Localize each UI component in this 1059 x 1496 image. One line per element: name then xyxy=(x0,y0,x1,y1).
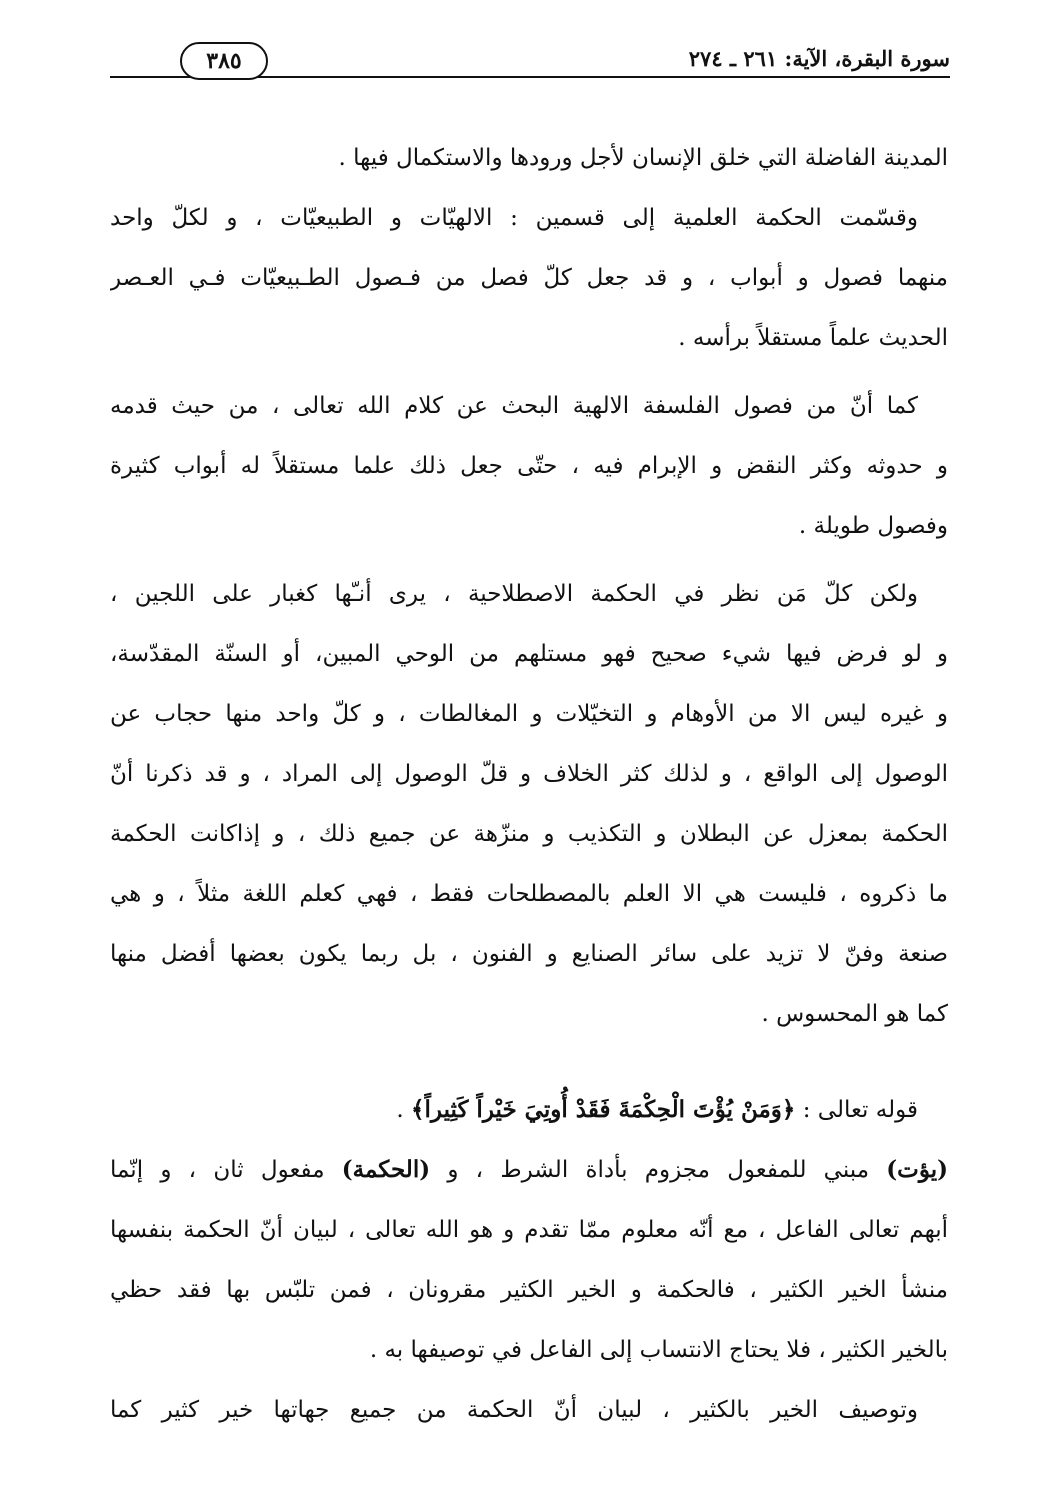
term-yuta: (يؤت) xyxy=(886,1156,948,1183)
text-line: الحكمة بمعزل عن البطلان و التكذيب و منزّهة عن جميع ذلك ، و إذاكانت الحكمة xyxy=(110,821,948,847)
text-line: وفصول طويلة . xyxy=(798,513,948,539)
body-text xyxy=(110,128,948,1440)
commentary-line: أبهم تعالى الفاعل ، مع أنّه معلوم ممّا تقدم و هو الله تعالى ، لبيان أنّ الحكمة بنفسها xyxy=(110,1217,948,1243)
commentary-line xyxy=(110,1140,948,1200)
verse-suffix: . xyxy=(396,1097,412,1123)
paragraph-gap xyxy=(110,368,948,376)
text-line: وقسّمت الحكمة العلمية إلى قسمين : الالهيّات و الطبيعيّات ، و لكلّ واحد xyxy=(110,205,918,231)
term-hikma: (الحكمة) xyxy=(341,1156,431,1183)
text-line: ولكن كلّ مَن نظر في الحكمة الاصطلاحية ، يرى أنـّها كغبار على اللجين ، xyxy=(110,581,918,607)
text-line: الحديث علماً مستقلاً برأسه . xyxy=(678,325,948,351)
commentary-text: مفعول ثان ، و إنّما xyxy=(110,1157,342,1183)
text-line: و لو فرض فيها شيء صحيح فهو مستلهم من الوحي المبين، أو السنّة المقدّسة، xyxy=(110,641,948,667)
verse-line xyxy=(110,1080,948,1140)
text-line: منهما فصول و أبواب ، و قد جعل كلّ فصل من فـصول الطـبيعيّات فـي العـصر xyxy=(110,265,948,291)
text-line: و حدوثه وكثر النقض و الإبرام فيه ، حتّى جعل ذلك علما مستقلاً له أبواب كثيرة xyxy=(110,453,948,479)
text-line: كما أنّ من فصول الفلسفة الالهية البحث عن كلام الله تعالى ، من حيث قدمه xyxy=(110,393,918,419)
commentary-line: وتوصيف الخير بالكثير ، لبيان أنّ الحكمة من جميع جهاتها خير كثير كما xyxy=(110,1397,918,1423)
running-title: سورة البقرة، الآية: ٢٦١ ـ ٢٧٤ xyxy=(688,46,950,71)
text-line: الوصول إلى الواقع ، و لذلك كثر الخلاف و قلّ الوصول إلى المراد ، و قد ذكرنا أنّ xyxy=(110,761,948,787)
text-line: كما هو المحسوس . xyxy=(761,1001,948,1027)
commentary-text: مبني للمفعول مجزوم بأداة الشرط ، و xyxy=(430,1157,887,1183)
text-line: ما ذكروه ، فليست هي الا العلم بالمصطلحات فقط ، فهي كعلم اللغة مثلاً ، و هي xyxy=(110,881,948,907)
quranic-verse: ﴿وَمَنْ يُؤْتَ الْحِكْمَةَ فَقَدْ أُوتِيَ خَيْراً كَثِيراً﴾ xyxy=(411,1096,796,1123)
paragraph-gap xyxy=(110,556,948,564)
text-line: صنعة وفنّ لا تزيد على سائر الصنايع و الفنون ، بل ربما يكون بعضها أفضل منها xyxy=(110,941,948,967)
commentary-line: بالخير الكثير ، فلا يحتاج الانتساب إلى الفاعل في توصيفها به . xyxy=(369,1337,948,1363)
section-gap xyxy=(110,1044,948,1080)
text-line: المدينة الفاضلة التي خلق الإنسان لأجل ورودها والاستكمال فيها . xyxy=(338,145,948,171)
page-header xyxy=(110,40,950,88)
text-line: و غيره ليس الا من الأوهام و التخيّلات و المغالطات ، و كلّ واحد منها حجاب عن xyxy=(110,701,948,727)
verse-prefix: قوله تعالى : xyxy=(795,1097,918,1123)
page-number-badge: ٣٨٥ xyxy=(180,42,268,80)
commentary-line: منشأ الخير الكثير ، فالحكمة و الخير الكثير مقرونان ، فمن تلبّس بها فقد حظي xyxy=(110,1277,948,1303)
